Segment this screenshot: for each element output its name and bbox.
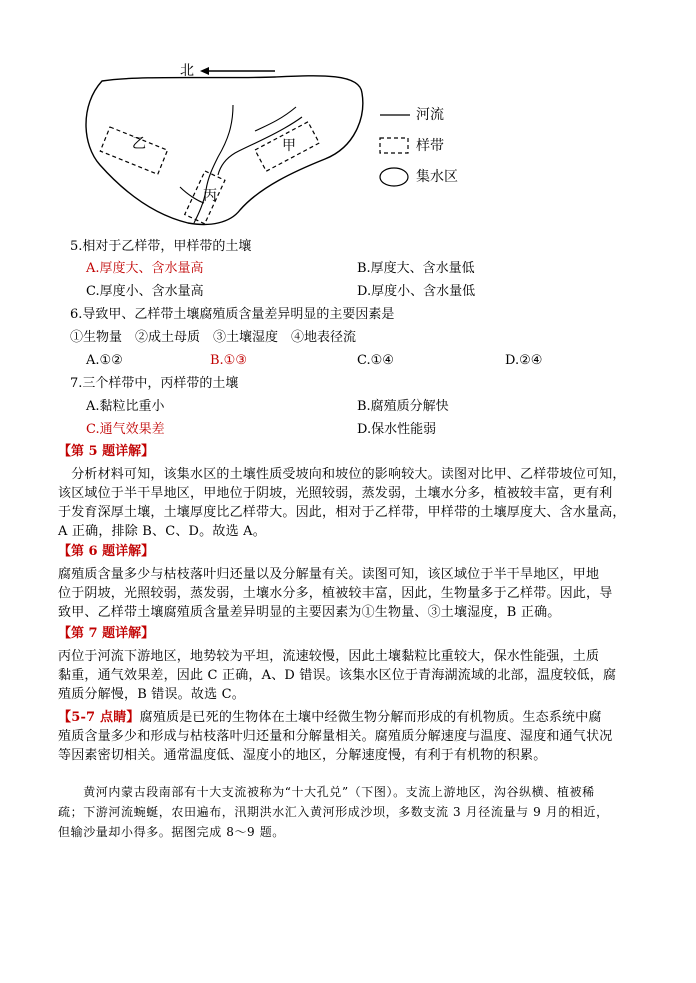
explanation-line: 于发育深厚土壤，土壤厚度比乙样带大。因此，相对于乙样带，甲样带的土壤厚度大、含水量高， [58, 505, 626, 520]
question-7-stem: 7.三个样带中，丙样带的土壤 [70, 376, 239, 391]
q5-option-a: A.厚度大、含水量高 [86, 261, 204, 276]
explanation-5-body [58, 465, 643, 541]
q6-option-b: B.①③ [210, 353, 247, 368]
explanation-6-title: 【第 6 题详解】 [58, 544, 155, 559]
final-line: 黄河内蒙古段南部有十大支流被称为“十大孔兑”（下图）。支流上游地区，沟谷纵横、植被稀 [83, 785, 595, 799]
explanation-line: A 正确，排除 B、C、D。故选 A。 [58, 524, 266, 539]
q7-option-c: C.通气效果差 [86, 422, 165, 437]
key-points-title: 【5-7 点睛】 [58, 710, 140, 725]
explanation-line: 丙位于河流下游地区，地势较为平坦，流速较慢，因此土壤黏粒比重较大，保水性能强，土质 [58, 649, 600, 664]
final-line: 但输沙量却小得多。据图完成 8～9 题。 [58, 825, 285, 839]
explanation-7-body [58, 647, 643, 704]
explanation-line: 殖质分解慢，B 错误。故选 C。 [58, 687, 245, 702]
explanation-line: 【5-7 点睛】腐殖质是已死的生物体在土壤中经微生物分解而形成的有机物质。生态系统中腐 [58, 710, 602, 725]
explanation-6-body [58, 565, 643, 622]
explanation-key-points [58, 708, 648, 765]
q7-option-a: A.黏粒比重小 [86, 399, 165, 414]
explanation-5-title: 【第 5 题详解】 [58, 444, 155, 459]
north-arrow-head [200, 67, 209, 75]
q5-option-b: B.厚度大、含水量低 [357, 261, 475, 276]
legend-transect-label: 样带 [416, 138, 444, 154]
q5-option-c: C.厚度小、含水量高 [86, 284, 204, 299]
q7-option-b: B.腐殖质分解快 [357, 399, 449, 414]
explanation-line: 腐殖质含量多少与枯枝落叶归还量以及分解量有关。读图可知，该区域位于半干旱地区，甲地 [58, 567, 600, 582]
river-branch-right-2 [255, 107, 296, 131]
q6-option-c: C.①④ [357, 353, 394, 368]
region-yi-label: 乙 [132, 136, 146, 152]
legend-river-icon [378, 108, 412, 122]
question-6-stem: 6.导致甲、乙样带土壤腐殖质含量差异明显的主要因素是 [70, 307, 395, 322]
q7-option-d: D.保水性能弱 [357, 422, 437, 437]
q6-option-a: A.①② [86, 353, 123, 368]
final-paragraph [58, 782, 643, 842]
explanation-line: 位于阴坡，光照较弱，蒸发弱，土壤水分多，植被较丰富，因此，生物量多于乙样带。因此，导 [58, 586, 613, 601]
region-jia-label: 甲 [282, 138, 296, 154]
final-line: 疏；下游河流蜿蜒，农田遍布，汛期洪水汇入黄河形成沙坝，多数支流 3 月径流量与 9 月的相近， [58, 805, 609, 819]
explanation-7-title: 【第 7 题详解】 [58, 626, 155, 641]
question-5-stem: 5.相对于乙样带，甲样带的土壤 [70, 239, 252, 254]
legend-transect-icon [378, 135, 412, 157]
legend-catchment-label: 集水区 [416, 169, 458, 185]
explanation-line: 黏重，通气效果差，因此 C 正确，A、D 错误。该集水区位于青海湖流域的北部，温度较低，腐 [58, 668, 617, 683]
explanation-line: 殖质含量多少和形成与枯枝落叶归还量和分解量相关。腐殖质分解速度与温度、湿度和通气状况 [58, 729, 613, 744]
north-label: 北 [180, 63, 194, 79]
explanation-line: 等因素密切相关。通常温度低、湿度小的地区，分解速度慢，有利于有机物的积累。 [58, 748, 547, 763]
q6-option-d: D.②④ [505, 353, 543, 368]
explanation-line: 分析材料可知，该集水区的土壤性质受坡向和坡位的影响较大。读图对比甲、乙样带坡位可知， [71, 467, 626, 482]
explanation-line: 致甲、乙样带土壤腐殖质含量差异明显的主要因素为①生物量、③土壤湿度，B 正确。 [58, 605, 561, 620]
region-bing-label: 丙 [203, 188, 217, 204]
river-branch-bottom [180, 187, 204, 203]
catchment-outline [86, 76, 363, 225]
legend-river-label: 河流 [416, 107, 444, 123]
q6-factors: ①生物量 ②成土母质 ③土壤湿度 ④地表径流 [70, 330, 357, 345]
legend-catchment-icon [378, 165, 412, 189]
q5-option-d: D.厚度小、含水量低 [357, 284, 476, 299]
explanation-line: 该区域位于半干旱地区，甲地位于阴坡，光照较弱，蒸发弱，土壤水分多，植被较丰富，更有利 [58, 486, 613, 501]
